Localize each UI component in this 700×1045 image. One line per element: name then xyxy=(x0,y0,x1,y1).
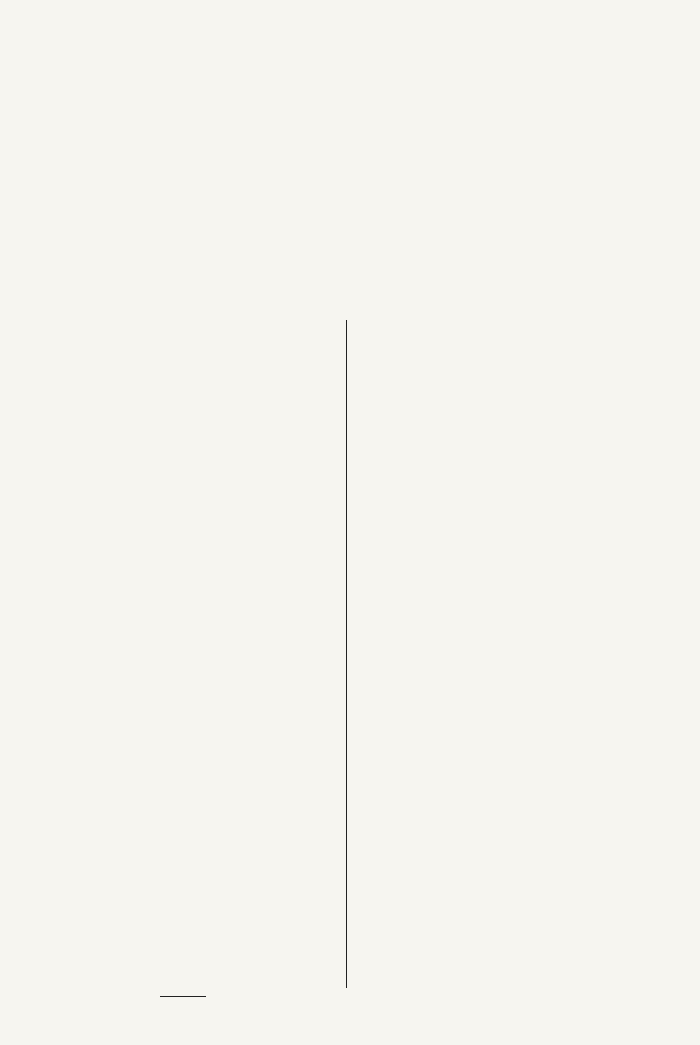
page-header xyxy=(32,14,668,34)
end-rule xyxy=(160,996,206,997)
column-divider xyxy=(346,320,347,988)
